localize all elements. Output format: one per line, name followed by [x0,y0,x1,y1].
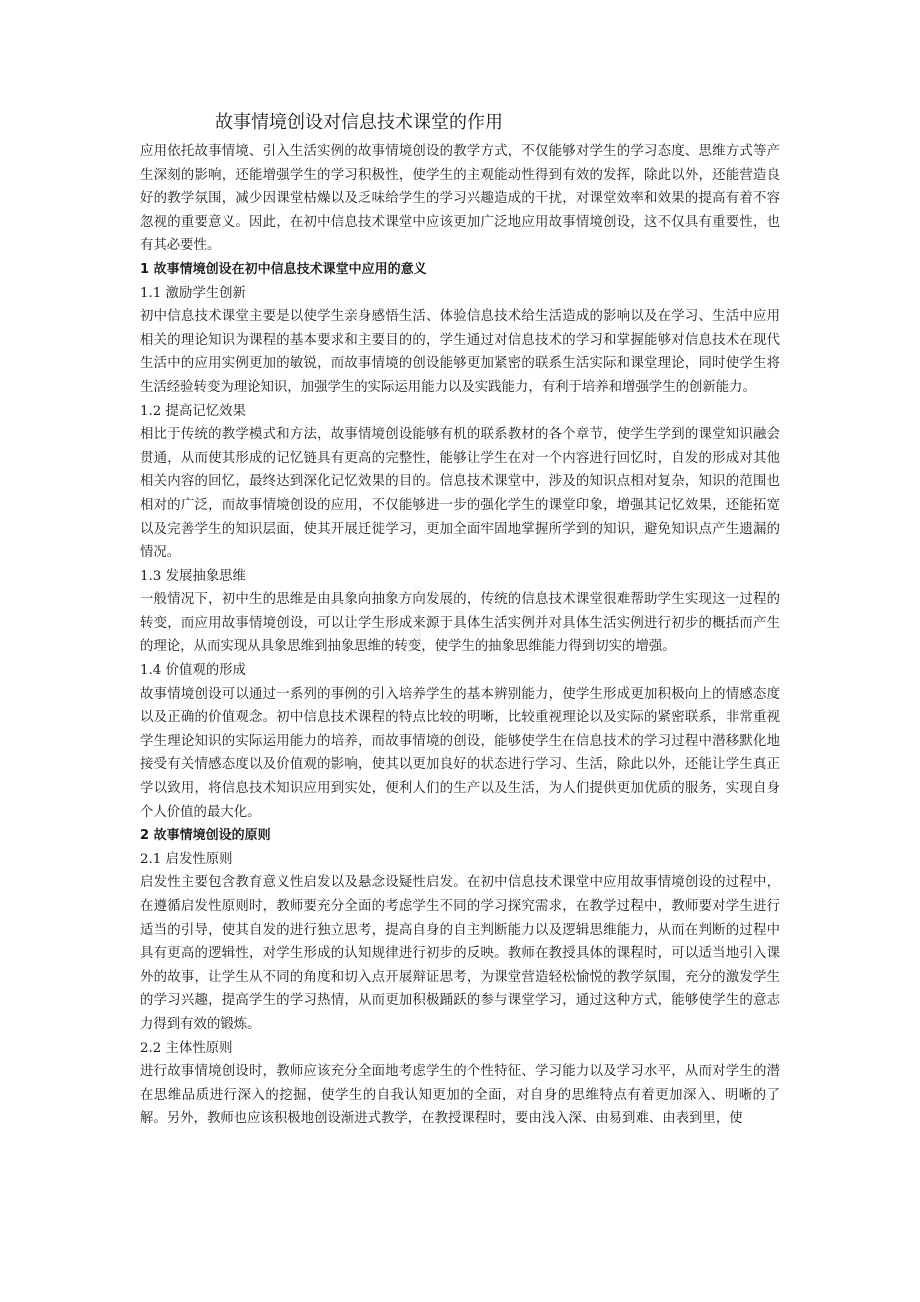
section-heading: 1 故事情境创设在初中信息技术课堂中应用的意义 [140,261,427,277]
subsection-paragraph: 故事情境创设可以通过一系列的事例的引入培养学生的基本辨别能力，使学生形成更加积极向上的情感态度以及正确的价值观念。初中信息技术课程的特点比较的明晰，比较重视理论以及实际的紧密联系，非常重视学生理论知识的实际运用能力的培养，而故事情境的创设，能够使学生在信息技术的学习过程中潜移默化地接受有关情感态度以及价值观的影响，使其以更加良好的状态进行学习、生活，除此以外，还能让学生真正学以致用，将信息技术知识应用到实处，便利人们的生产以及生活，为人们提供更加优质的服务，实现自身个人价值的最大化。 [140,686,780,820]
subsection-paragraph: 初中信息技术课堂主要是以使学生亲身感悟生活、体验信息技术给生活造成的影响以及在学习、生活中应用相关的理论知识为课程的基本要求和主要目的的，学生通过对信息技术的学习和掌握能够对信息技术在现代生活中的应用实例更加的敏锐，而故事情境的创设能够更加紧密的联系生活实际和课堂理论，同时使学生将生活经验转变为理论知识，加强学生的实际运用能力以及实践能力，有利于培养和增强学生的创新能力。 [140,309,780,395]
subsection-heading: 1.3 发展抽象思维 [140,568,246,584]
subsection-heading: 1.4 价值观的形成 [140,663,246,679]
section-heading: 2 故事情境创设的原则 [140,828,271,844]
section-1 [140,258,780,824]
subsection-heading: 2.2 主体性原则 [140,1040,233,1056]
subsection-paragraph: 进行故事情境创设时，教师应该充分全面地考虑学生的个性特征、学习能力以及学习水平，从而对学生的潜在思维品质进行深入的挖掘，使学生的自我认知更加的全面，对自身的思维特点有着更加深入、明晰的了解。另外，教师也应该积极地创设渐进式教学，在教授课程时，要由浅入深、由易到难、由表到里，使 [140,1064,780,1127]
section-2 [140,824,780,1131]
subsection-heading: 1.1 激励学生创新 [140,285,246,301]
document-title: 故事情境创设对信息技术课堂的作用 [215,112,503,133]
subsection-heading: 1.2 提高记忆效果 [140,403,246,419]
document-page [140,108,780,1131]
subsection-paragraph: 相比于传统的教学模式和方法，故事情境创设能够有机的联系教材的各个章节，使学生学到的课堂知识融会贯通，从而使其形成的记忆链具有更高的完整性，能够让学生在对一个内容进行回忆时，自发的形成对其他相关内容的回忆，最终达到深化记忆效果的目的。信息技术课堂中，涉及的知识点相对复杂，知识的范围也相对的广泛，而故事情境创设的应用，不仅能够进一步的强化学生的课堂印象，增强其记忆效果，还能拓宽以及完善学生的知识层面，使其开展迁徙学习，更加全面牢固地掌握所学到的知识，避免知识点产生遗漏的情况。 [140,427,780,561]
intro-paragraph: 应用依托故事情境、引入生活实例的故事情境创设的教学方式，不仅能够对学生的学习态度、思维方式等产生深刻的影响，还能增强学生的学习积极性，使学生的主观能动性得到有效的发挥，除此以外，还能营造良好的教学氛围，减少因课堂枯燥以及乏味给学生的学习兴趣造成的干扰，对课堂效率和效果的提高有着不容忽视的重要意义。因此，在初中信息技术课堂中应该更加广泛地应用故事情境创设，这不仅具有重要性，也有其必要性。 [140,144,780,254]
subsection-paragraph: 一般情况下，初中生的思维是由具象向抽象方向发展的，传统的信息技术课堂很难帮助学生实现这一过程的转变，而应用故事情境创设，可以让学生形成来源于具体生活实例并对具体生活实例进行初步的概括而产生的理论，从而实现从具象思维到抽象思维的转变，使学生的抽象思维能力得到切实的增强。 [140,592,780,655]
subsection-heading: 2.1 启发性原则 [140,851,233,867]
subsection-paragraph: 启发性主要包含教育意义性启发以及悬念设疑性启发。在初中信息技术课堂中应用故事情境创设的过程中，在遵循启发性原则时，教师要充分全面的考虑学生不同的学习探究需求，在教学过程中，教师要对学生进行适当的引导，使其自发的进行独立思考，提高自身的自主判断能力以及逻辑思维能力，从而在判断的过程中具有更高的逻辑性，对学生形成的认知规律进行初步的反映。教师在教授具体的课程时，可以适当地引入课外的故事，让学生从不同的角度和切入点开展辩证思考，为课堂营造轻松愉悦的教学氛围，充分的激发学生的学习兴趣，提高学生的学习热情，从而更加积极踊跃的参与课堂学习，通过这种方式，能够使学生的意志力得到有效的锻炼。 [140,875,780,1032]
